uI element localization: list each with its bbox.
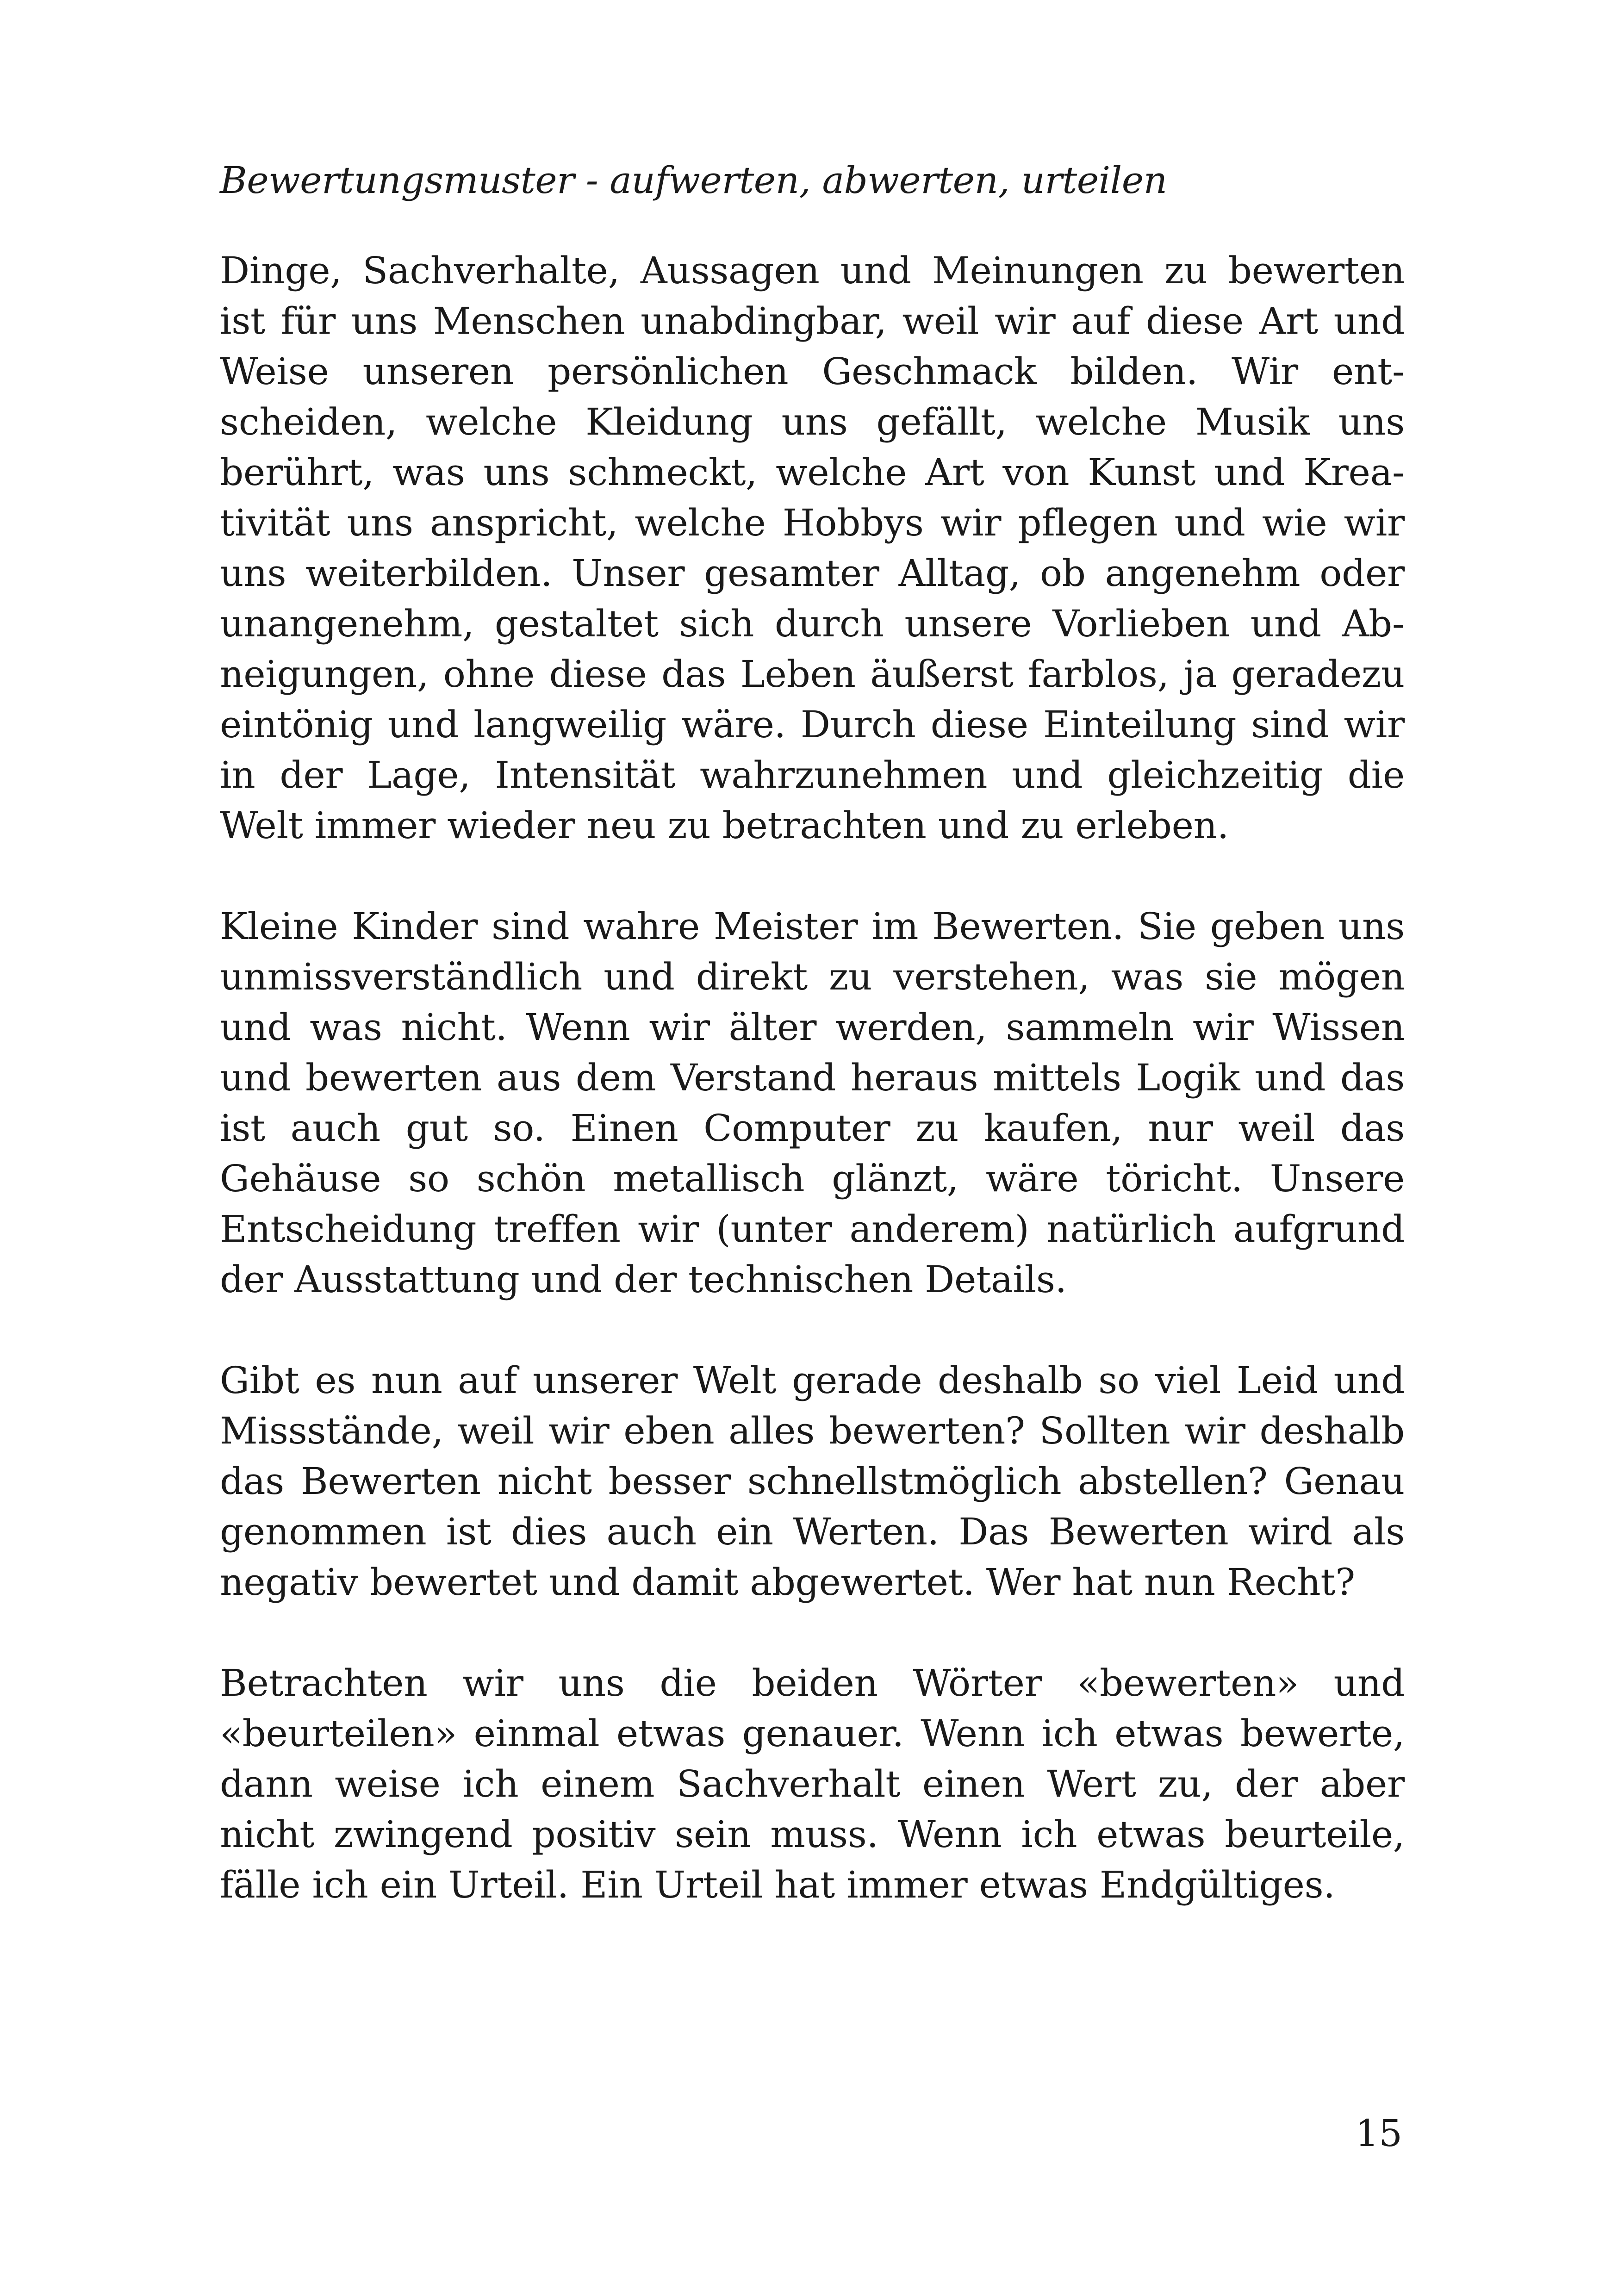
page-number: 15 [1355, 2112, 1402, 2155]
section-heading: Bewertungsmuster - aufwerten, abwerten, urteilen [220, 159, 1167, 202]
paragraph: Dinge, Sachverhalte, Aussagen und Meinungen zu bewerten ist für uns Menschen unabdingbar, weil wir auf diese Art und Weise unseren persönlichen Geschmack bilden. Wir entscheiden, welche Kleidung uns gefällt, welche Musik uns berührt, was uns schmeckt, welche Art von Kunst und Kreativität uns anspricht, welche Hobbys wir pflegen und wie wir uns weiterbilden. Unser gesamter Alltag, ob angenehm oder unangenehm, gestaltet sich durch unsere Vorlieben und Abneigungen, ohne diese das Leben äußerst farblos, ja geradezu eintönig und langweilig wäre. Durch diese Einteilung sind wir in der Lage, Intensität wahrzunehmen und gleichzeitig die Welt immer wieder neu zu betrachten und zu erleben. [220, 249, 1405, 847]
paragraph: Betrachten wir uns die beiden Wörter «bewerten» und «beurteilen» einmal etwas genauer. Wenn ich etwas bewerte, dann weise ich einem Sachverhalt einen Wert zu, der aber nicht zwingend positiv sein muss. Wenn ich etwas beurteile, fälle ich ein Urteil. Ein Urteil hat immer etwas Endgültiges. [220, 1661, 1405, 1906]
paragraph: Kleine Kinder sind wahre Meister im Bewerten. Sie geben uns unmissverständlich und direkt zu verstehen, was sie mögen und was nicht. Wenn wir älter werden, sammeln wir Wissen und bewerten aus dem Verstand heraus mittels Logik und das ist auch gut so. Einen Computer zu kaufen, nur weil das Gehäuse so schön metallisch glänzt, wäre töricht. Unsere Entscheidung treffen wir (unter anderem) natürlich aufgrund der Ausstattung und der technischen Details. [220, 905, 1405, 1301]
paragraph: Gibt es nun auf unserer Welt gerade deshalb so viel Leid und Missstände, weil wir eben alles bewerten? Sollten wir deshalb das Bewerten nicht besser schnellstmöglich abstellen? Genau genommen ist dies auch ein Werten. Das Bewerten wird als negativ bewertet und damit abgewertet. Wer hat nun Recht? [220, 1359, 1405, 1604]
text-block [220, 157, 1405, 1960]
